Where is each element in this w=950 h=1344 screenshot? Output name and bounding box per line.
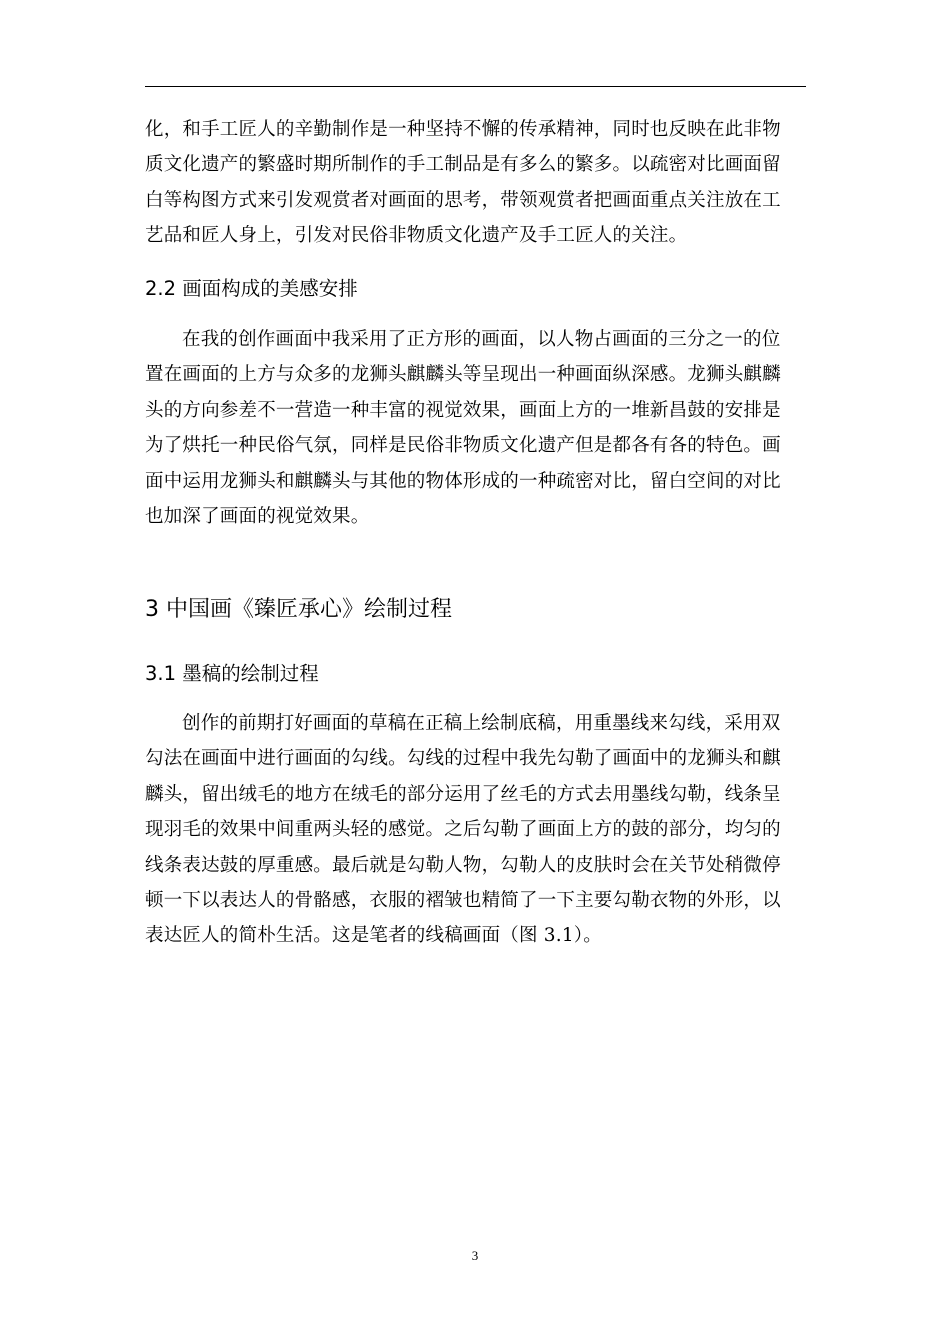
text-line: 艺品和匠人身上，引发对民俗非物质文化遗产及手工匠人的关注。 <box>145 225 688 247</box>
chapter-heading-3: 3 中国画《臻匠承心》绘制过程 <box>145 597 452 622</box>
text-line: 化，和手工匠人的辛勤制作是一种坚持不懈的传承精神，同时也反映在此非物 <box>145 119 781 140</box>
text-line: 在我的创作画面中我采用了正方形的画面，以人物占画面的三分之一的位 <box>182 329 781 350</box>
paragraph-continuation <box>145 112 806 254</box>
section-heading-3-1: 3.1 墨稿的绘制过程 <box>145 662 319 685</box>
text-line: 头的方向参差不一营造一种丰富的视觉效果，画面上方的一堆新昌鼓的安排是 <box>145 399 781 421</box>
text-line: 也加深了画面的视觉效果。 <box>145 505 370 527</box>
text-line: 质文化遗产的繁盛时期所制作的手工制品是有多么的繁多。以疏密对比画面留 <box>145 154 781 176</box>
text-line: 置在画面的上方与众多的龙狮头麒麟头等呈现出一种画面纵深感。龙狮头麒麟 <box>145 364 781 386</box>
text-line: 现羽毛的效果中间重两头轻的感觉。之后勾勒了画面上方的鼓的部分，均匀的 <box>145 819 781 841</box>
section-heading-2-2: 2.2 画面构成的美感安排 <box>145 277 358 300</box>
paragraph-2-2 <box>145 322 806 534</box>
page-number: 3 <box>471 1248 479 1263</box>
text-line: 勾法在画面中进行画面的勾线。勾线的过程中我先勾勒了画面中的龙狮头和麒 <box>145 748 781 770</box>
text-line: 白等构图方式来引发观赏者对画面的思考，带领观赏者把画面重点关注放在工 <box>145 189 781 211</box>
text-line: 顿一下以表达人的骨骼感，衣服的褶皱也精简了一下主要勾勒衣物的外形，以 <box>145 889 781 911</box>
text-line: 表达匠人的简朴生活。这是笔者的线稿画面（图 3.1）。 <box>145 925 602 947</box>
text-line: 面中运用龙狮头和麒麟头与其他的物体形成的一种疏密对比，留白空间的对比 <box>145 470 781 492</box>
text-line: 线条表达鼓的厚重感。最后就是勾勒人物，勾勒人的皮肤时会在关节处稍微停 <box>145 854 781 876</box>
paragraph-3-1 <box>145 706 806 954</box>
text-line: 麟头，留出绒毛的地方在绒毛的部分运用了丝毛的方式去用墨线勾勒，线条呈 <box>145 783 781 805</box>
text-line: 为了烘托一种民俗气氛，同样是民俗非物质文化遗产但是都各有各的特色。画 <box>145 435 781 457</box>
header-rule <box>145 86 806 87</box>
text-line: 创作的前期打好画面的草稿在正稿上绘制底稿，用重墨线来勾线，采用双 <box>182 713 781 734</box>
